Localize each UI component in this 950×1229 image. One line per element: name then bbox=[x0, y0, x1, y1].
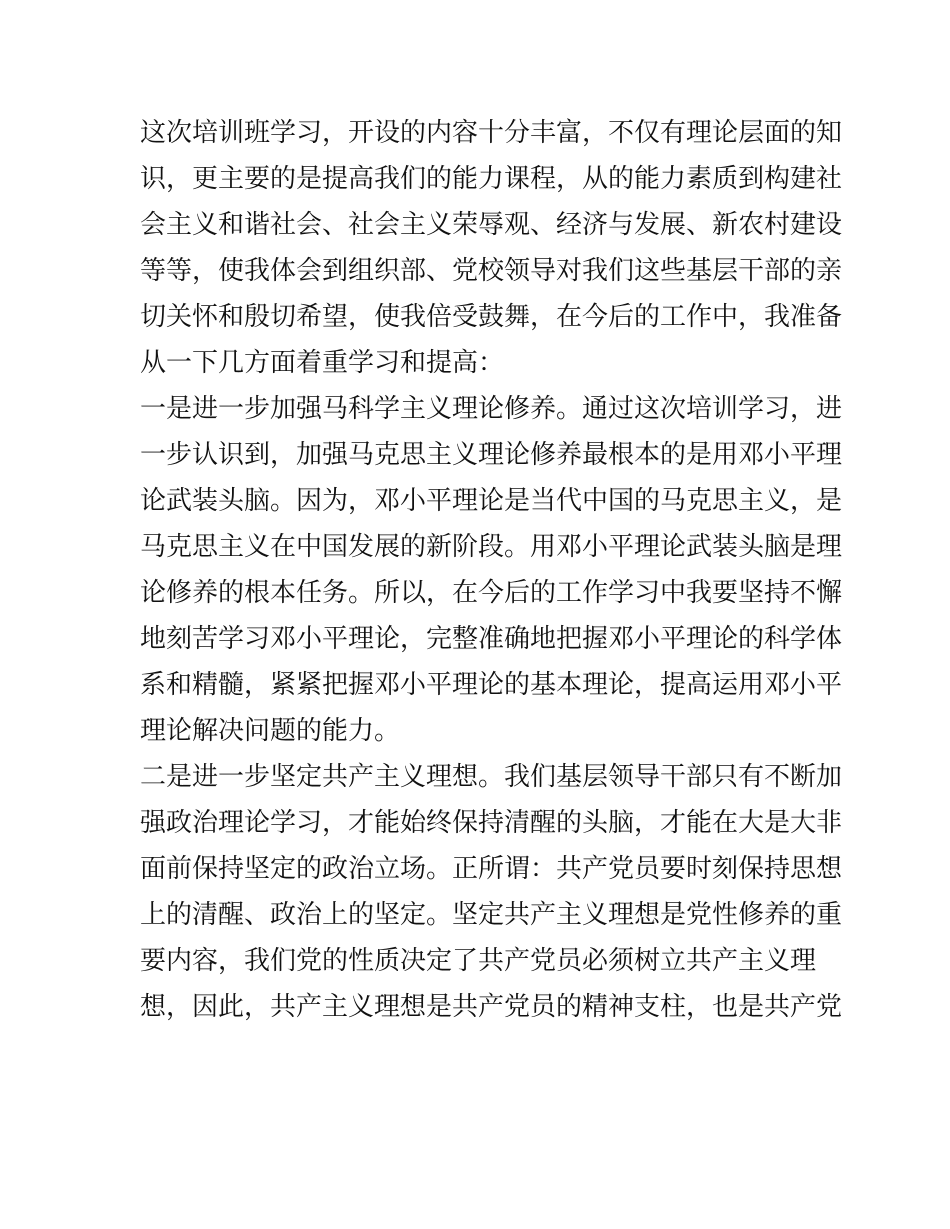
text-line: 想，因此，共产主义理想是共产党员的精神支柱，也是共产党 bbox=[140, 992, 843, 1022]
text-line: 马克思主义在中国发展的新阶段。用邓小平理论武装头脑是理 bbox=[140, 532, 843, 562]
text-line: 论武装头脑。因为，邓小平理论是当代中国的马克思主义，是 bbox=[140, 486, 843, 516]
text-line: 要内容，我们党的性质决定了共产党员必须树立共产主义理 bbox=[140, 946, 817, 976]
text-line: 这次培训班学习，开设的内容十分丰富，不仅有理论层面的知 bbox=[140, 118, 843, 148]
text-line: 一步认识到，加强马克思主义理论修养最根本的是用邓小平理 bbox=[140, 440, 843, 470]
text-line: 二是进一步坚定共产主义理想。我们基层领导干部只有不断加 bbox=[140, 762, 843, 792]
text-line: 一是进一步加强马科学主义理论修养。通过这次培训学习，进 bbox=[140, 394, 843, 424]
text-line: 切关怀和殷切希望，使我倍受鼓舞，在今后的工作中，我准备 bbox=[140, 302, 843, 332]
text-line: 会主义和谐社会、社会主义荣辱观、经济与发展、新农村建设 bbox=[140, 210, 843, 240]
text-line: 上的清醒、政治上的坚定。坚定共产主义理想是党性修养的重 bbox=[140, 900, 843, 930]
text-line: 从一下几方面着重学习和提高： bbox=[140, 348, 505, 378]
text-line: 等等，使我体会到组织部、党校领导对我们这些基层干部的亲 bbox=[140, 256, 843, 286]
text-line: 地刻苦学习邓小平理论，完整准确地把握邓小平理论的科学体 bbox=[140, 624, 843, 654]
text-line: 识，更主要的是提高我们的能力课程，从的能力素质到构建社 bbox=[140, 164, 843, 194]
text-line: 强政治理论学习，才能始终保持清醒的头脑，才能在大是大非 bbox=[140, 808, 843, 838]
text-line: 面前保持坚定的政治立场。正所谓：共产党员要时刻保持思想 bbox=[140, 854, 843, 884]
text-line: 系和精髓，紧紧把握邓小平理论的基本理论，提高运用邓小平 bbox=[140, 670, 843, 700]
text-line: 论修养的根本任务。所以，在今后的工作学习中我要坚持不懈 bbox=[140, 578, 843, 608]
text-line: 理论解决问题的能力。 bbox=[140, 716, 401, 746]
body-text bbox=[140, 110, 843, 1030]
